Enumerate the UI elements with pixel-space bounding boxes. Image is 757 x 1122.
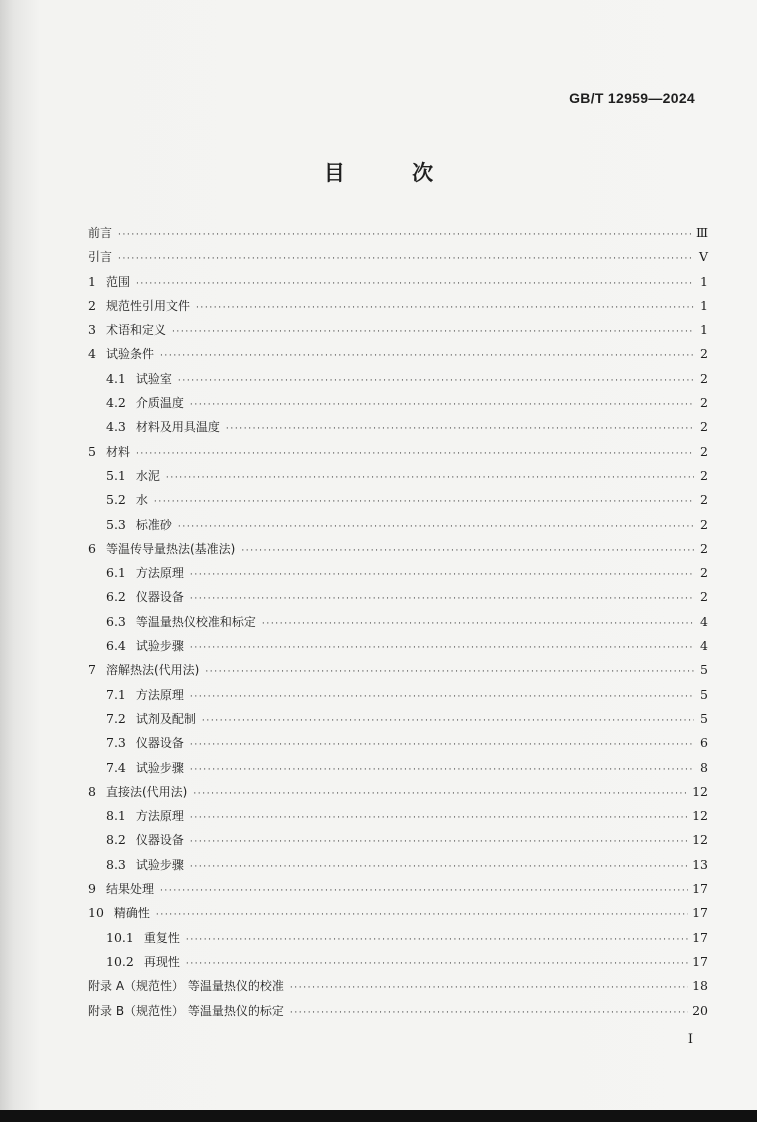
toc-entry-label: 溶解热法(代用法) xyxy=(105,663,200,678)
toc-title: 目 次 xyxy=(323,161,464,185)
toc-entry-label: 等温传导量热法(基准法) xyxy=(105,541,236,556)
toc-entry-number: 6.4 xyxy=(106,638,126,654)
toc-entry-page: 2 xyxy=(700,419,708,435)
toc-entry-label: 材料 xyxy=(105,444,130,459)
toc-entry[interactable] xyxy=(88,1002,708,1026)
toc-entry[interactable] xyxy=(88,321,708,345)
toc-entry-label: 方法原理 xyxy=(135,809,184,824)
toc-entry-label: 附录 A（规范性） 等温量热仪的校准 xyxy=(88,979,284,994)
toc-entry[interactable] xyxy=(88,831,708,855)
dot-leader xyxy=(190,740,694,750)
toc-entry-label: 重复性 xyxy=(143,930,180,945)
toc-entry-label: 前言 xyxy=(88,226,113,240)
toc-entry-page: 13 xyxy=(692,856,708,872)
toc-entry[interactable] xyxy=(88,248,708,272)
toc-entry-number: 5.2 xyxy=(106,492,126,508)
toc-entry-page: 2 xyxy=(700,540,708,556)
toc-entry-label: 试验步骤 xyxy=(135,760,184,775)
toc-entry[interactable] xyxy=(88,224,708,248)
toc-entry-label: 试验室 xyxy=(135,371,172,386)
table-of-contents xyxy=(88,224,708,1026)
toc-entry[interactable] xyxy=(88,394,708,418)
toc-entry-label: 试验条件 xyxy=(105,347,154,362)
toc-entry-page: 17 xyxy=(692,905,708,921)
toc-entry[interactable] xyxy=(88,880,708,904)
toc-entry-number: 6.2 xyxy=(106,589,126,605)
toc-entry-page: 1 xyxy=(700,273,708,289)
dot-leader xyxy=(186,959,688,969)
scan-bottom-edge xyxy=(0,1110,757,1122)
toc-entry-number: 7.2 xyxy=(106,710,126,726)
dot-leader xyxy=(118,230,692,240)
toc-entry-number: 6 xyxy=(88,540,96,556)
toc-entry-page: 18 xyxy=(692,978,708,994)
toc-entry-page: 1 xyxy=(700,322,708,338)
toc-entry-page: 2 xyxy=(700,443,708,459)
toc-entry-page: 12 xyxy=(692,808,708,824)
toc-entry[interactable] xyxy=(88,516,708,540)
dot-leader xyxy=(186,935,688,945)
page-number: I xyxy=(687,1032,693,1047)
dot-leader xyxy=(178,522,694,532)
toc-entry-label: 水 xyxy=(135,493,148,508)
toc-entry-label: 水泥 xyxy=(135,468,160,483)
dot-leader xyxy=(190,813,688,823)
dot-leader xyxy=(190,862,688,872)
toc-entry-label: 精确性 xyxy=(113,906,150,921)
toc-entry-page: 5 xyxy=(700,710,708,726)
toc-entry-page: 17 xyxy=(692,929,708,945)
toc-entry[interactable] xyxy=(88,686,708,710)
dot-leader xyxy=(154,497,694,507)
toc-entry-number: 8.2 xyxy=(106,832,126,848)
toc-entry-label: 试验步骤 xyxy=(135,857,184,872)
toc-entry[interactable] xyxy=(88,953,708,977)
dot-leader xyxy=(190,692,694,702)
toc-entry-page: 17 xyxy=(692,881,708,897)
toc-entry-number: 8.3 xyxy=(106,856,126,872)
toc-entry-label: 再现性 xyxy=(143,954,180,969)
dot-leader xyxy=(190,594,694,604)
toc-entry[interactable] xyxy=(88,710,708,734)
toc-entry-number: 4.2 xyxy=(106,395,126,411)
toc-entry[interactable] xyxy=(88,929,708,953)
toc-entry-number: 1 xyxy=(88,273,96,289)
toc-entry-number: 5.3 xyxy=(106,516,126,532)
toc-entry-number: 4.3 xyxy=(106,419,126,435)
toc-entry-label: 试验步骤 xyxy=(135,639,184,654)
toc-entry-label: 结果处理 xyxy=(105,882,154,897)
toc-entry-number: 6.3 xyxy=(106,613,126,629)
toc-entry[interactable] xyxy=(88,734,708,758)
toc-entry-label: 仪器设备 xyxy=(135,833,184,848)
toc-entry-number: 10.1 xyxy=(106,929,134,945)
dot-leader xyxy=(241,546,694,556)
toc-entry-label: 标准砂 xyxy=(135,517,172,532)
toc-entry-page: 2 xyxy=(700,589,708,605)
toc-entry[interactable] xyxy=(88,807,708,831)
dot-leader xyxy=(290,1008,688,1018)
toc-entry-number: 7.1 xyxy=(106,686,126,702)
toc-entry-page: Ⅲ xyxy=(695,225,708,240)
dot-leader xyxy=(136,449,694,459)
toc-entry-label: 范围 xyxy=(105,274,130,289)
dot-leader xyxy=(172,327,694,337)
toc-entry-number: 9 xyxy=(88,881,96,897)
dot-leader xyxy=(118,254,694,264)
toc-entry[interactable] xyxy=(88,443,708,467)
dot-leader xyxy=(262,619,694,629)
toc-entry-number: 5.1 xyxy=(106,467,126,483)
toc-entry-page: Ⅴ xyxy=(698,249,708,265)
toc-entry-number: 10.2 xyxy=(106,953,134,969)
toc-entry[interactable] xyxy=(88,613,708,637)
dot-leader xyxy=(226,424,694,434)
toc-entry-number: 3 xyxy=(88,322,96,338)
toc-entry-number: 8.1 xyxy=(106,808,126,824)
dot-leader xyxy=(136,279,694,289)
toc-entry-page: 4 xyxy=(700,613,708,629)
toc-entry[interactable] xyxy=(88,588,708,612)
dot-leader xyxy=(156,910,688,920)
toc-entry[interactable] xyxy=(88,564,708,588)
dot-leader xyxy=(205,667,694,677)
dot-leader xyxy=(190,570,694,580)
toc-entry[interactable] xyxy=(88,467,708,491)
toc-entry-page: 2 xyxy=(700,467,708,483)
toc-entry-label: 等温量热仪校准和标定 xyxy=(135,614,256,629)
toc-entry-page: 5 xyxy=(700,662,708,678)
dot-leader xyxy=(190,400,694,410)
toc-entry-number: 4.1 xyxy=(106,370,126,386)
toc-entry-label: 仪器设备 xyxy=(135,736,184,751)
toc-entry-label: 材料及用具温度 xyxy=(135,420,220,435)
dot-leader xyxy=(178,376,694,386)
toc-entry[interactable] xyxy=(88,418,708,442)
toc-entry-label: 直接法(代用法) xyxy=(105,784,188,799)
toc-entry-page: 2 xyxy=(700,492,708,508)
dot-leader xyxy=(190,765,694,775)
dot-leader xyxy=(196,303,694,313)
toc-entry-page: 2 xyxy=(700,346,708,362)
toc-entry-page: 20 xyxy=(692,1002,708,1018)
dot-leader xyxy=(190,643,694,653)
toc-entry-number: 2 xyxy=(88,297,96,313)
toc-entry[interactable] xyxy=(88,540,708,564)
toc-entry[interactable] xyxy=(88,759,708,783)
toc-entry-page: 2 xyxy=(700,565,708,581)
toc-entry-page: 4 xyxy=(700,638,708,654)
toc-entry-number: 7.3 xyxy=(106,735,126,751)
toc-entry[interactable] xyxy=(88,783,708,807)
standard-code: GB/T 12959—2024 xyxy=(569,90,695,106)
toc-entry-page: 6 xyxy=(700,735,708,751)
toc-entry-page: 8 xyxy=(700,759,708,775)
toc-entry-label: 方法原理 xyxy=(135,687,184,702)
toc-entry-page: 2 xyxy=(700,370,708,386)
toc-entry-label: 术语和定义 xyxy=(105,323,166,338)
toc-entry[interactable] xyxy=(88,273,708,297)
toc-entry-label: 引言 xyxy=(88,250,113,265)
dot-leader xyxy=(160,886,688,896)
dot-leader xyxy=(190,837,688,847)
dot-leader xyxy=(166,473,694,483)
toc-entry-number: 10 xyxy=(88,905,104,921)
toc-entry[interactable] xyxy=(88,904,708,928)
toc-entry-page: 1 xyxy=(700,297,708,313)
toc-entry-page: 5 xyxy=(700,686,708,702)
toc-entry-number: 6.1 xyxy=(106,565,126,581)
toc-entry-number: 8 xyxy=(88,783,96,799)
toc-entry-number: 7.4 xyxy=(106,759,126,775)
toc-entry-number: 5 xyxy=(88,443,96,459)
toc-entry[interactable] xyxy=(88,297,708,321)
toc-entry-page: 17 xyxy=(692,953,708,969)
toc-entry[interactable] xyxy=(88,637,708,661)
dot-leader xyxy=(160,351,694,361)
toc-entry-label: 仪器设备 xyxy=(135,590,184,605)
toc-entry-page: 2 xyxy=(700,516,708,532)
toc-entry-number: 4 xyxy=(88,346,96,362)
toc-entry-label: 介质温度 xyxy=(135,396,184,411)
toc-entry-page: 12 xyxy=(692,832,708,848)
dot-leader xyxy=(290,983,688,993)
toc-entry-label: 方法原理 xyxy=(135,566,184,581)
toc-entry[interactable] xyxy=(88,491,708,515)
toc-entry[interactable] xyxy=(88,370,708,394)
toc-entry-label: 附录 B（规范性） 等温量热仪的标定 xyxy=(88,1003,284,1018)
toc-entry-number: 7 xyxy=(88,662,96,678)
toc-entry[interactable] xyxy=(88,345,708,369)
dot-leader xyxy=(202,716,694,726)
toc-entry[interactable] xyxy=(88,661,708,685)
toc-entry[interactable] xyxy=(88,856,708,880)
toc-entry-page: 2 xyxy=(700,395,708,411)
toc-entry[interactable] xyxy=(88,977,708,1001)
toc-entry-label: 规范性引用文件 xyxy=(105,298,190,313)
toc-entry-page: 12 xyxy=(692,783,708,799)
toc-entry-label: 试剂及配制 xyxy=(135,711,196,726)
dot-leader xyxy=(193,789,688,799)
